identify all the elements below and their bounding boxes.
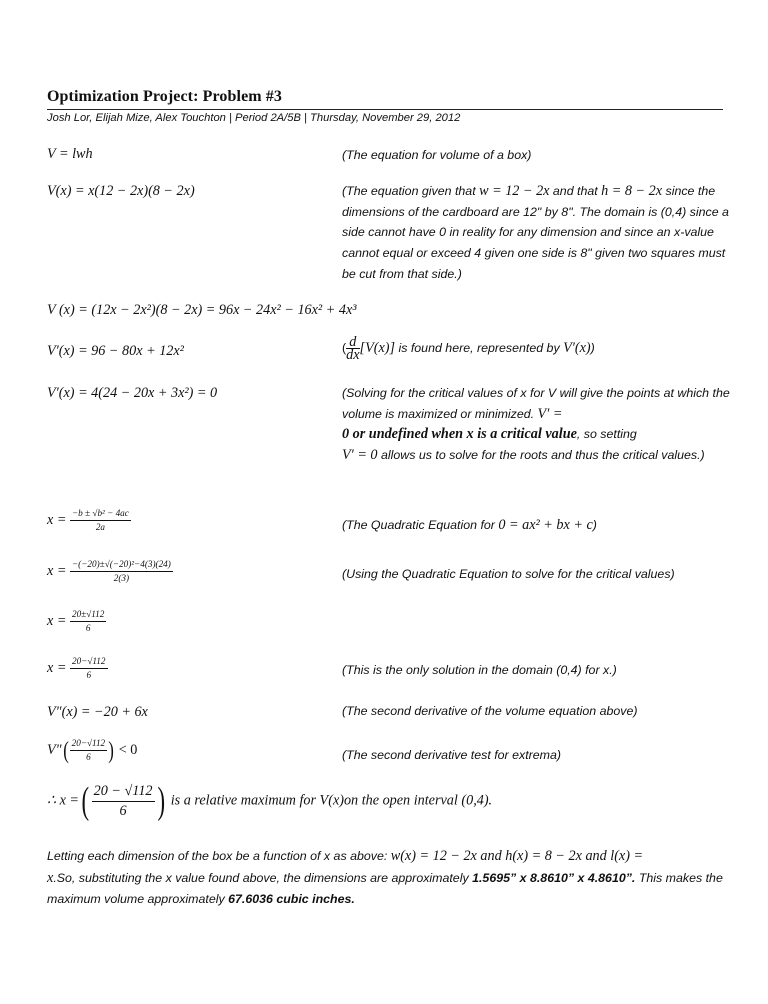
conclusion-paragraph: Letting each dimension of the box be a function of x as above: w(x) = 12 − 2x and h(x) = 8 − 2x and l(x) = x.So, substituting the x value found above, the dimensions are approximately 1.5695” x 8.8610” x 4.8610”. This makes the maximum volume approximately 67.6036 cubic inches. xyxy=(47,848,723,906)
eq-second-derivative: V"(x) = −20 + 6x xyxy=(47,704,148,720)
eq-volume: V = lwh xyxy=(47,146,93,162)
eq-volume-function: V(x) = x(12 − 2x)(8 − 2x) xyxy=(47,183,195,199)
note-second-derivative-test: (The second derivative test for extrema) xyxy=(342,748,561,762)
eq-expanded: V (x) = (12x − 2x²)(8 − 2x) = 96x − 24x² − 16x² + 4x³ xyxy=(47,302,357,318)
eq-factored-derivative: V′(x) = 4(24 − 20x + 3x²) = 0 xyxy=(47,385,218,401)
eq-quadratic-formula: x = $\frac{\text{−b ± √b² − 4ac}}{2a}$ xyxy=(47,508,129,532)
note-volume-function: (The equation given that w = 12 − 2x and that h = 8 − 2x since the dimensions of the cardboard are 12" by 8". The domain is (0,4) since a side cannot have 0 in reality for any dimension and since an x-value cannot equal or exceed 4 given one side is 8" given two squares must be cut from that side.) xyxy=(342,183,729,281)
note-critical-values: (Solving for the critical values of x for V will give the points at which the volume is maximized or minimized. V′ = 0 or undefined when x is a critical value, so setting V′ = 0 allows us to solve for the roots and thus the critical values.) xyxy=(342,386,730,464)
page-title: Optimization Project: Problem #3 xyxy=(47,88,282,105)
note-quadratic: (The Quadratic Equation for 0 = ax² + bx + c) xyxy=(342,517,597,533)
note-solve-critical: (Using the Quadratic Equation to solve for the critical values) xyxy=(342,567,675,581)
note-second-derivative: (The second derivative of the volume equation above) xyxy=(342,704,638,718)
eq-conclusion: ∴ x =( $\frac{20 - √112}{6}$ ) is a relative maximum for V(x)on the open interval (0,4). xyxy=(47,780,493,822)
eq-quadratic-substituted: x = $\frac{\text{−(−20)±√(−20)²−4(3)(24)}}{2(3)}$ xyxy=(47,559,171,583)
title-rule xyxy=(47,109,723,110)
eq-domain-root: x = $\frac{20-√112}{6}$ xyxy=(47,656,106,680)
note-domain-root: (This is the only solution in the domain (0,4) for x.) xyxy=(342,663,617,677)
note-first-derivative: ( $\frac{d}{dx}$ [V(x)] is found here, represented by V′(x)) xyxy=(342,334,595,363)
eq-second-derivative-test: V"( $\frac{20-√112}{6}$ ) < 0 xyxy=(47,737,138,764)
eq-first-derivative: V′(x) = 96 − 80x + 12x² xyxy=(47,343,184,359)
eq-simplified-roots: x = $\frac{20\pm√112}{6}$ xyxy=(47,609,105,633)
note-volume: (The equation for volume of a box) xyxy=(342,148,532,162)
byline: Josh Lor, Elijah Mize, Alex Touchton | Period 2A/5B | Thursday, November 29, 2012 xyxy=(47,112,461,124)
